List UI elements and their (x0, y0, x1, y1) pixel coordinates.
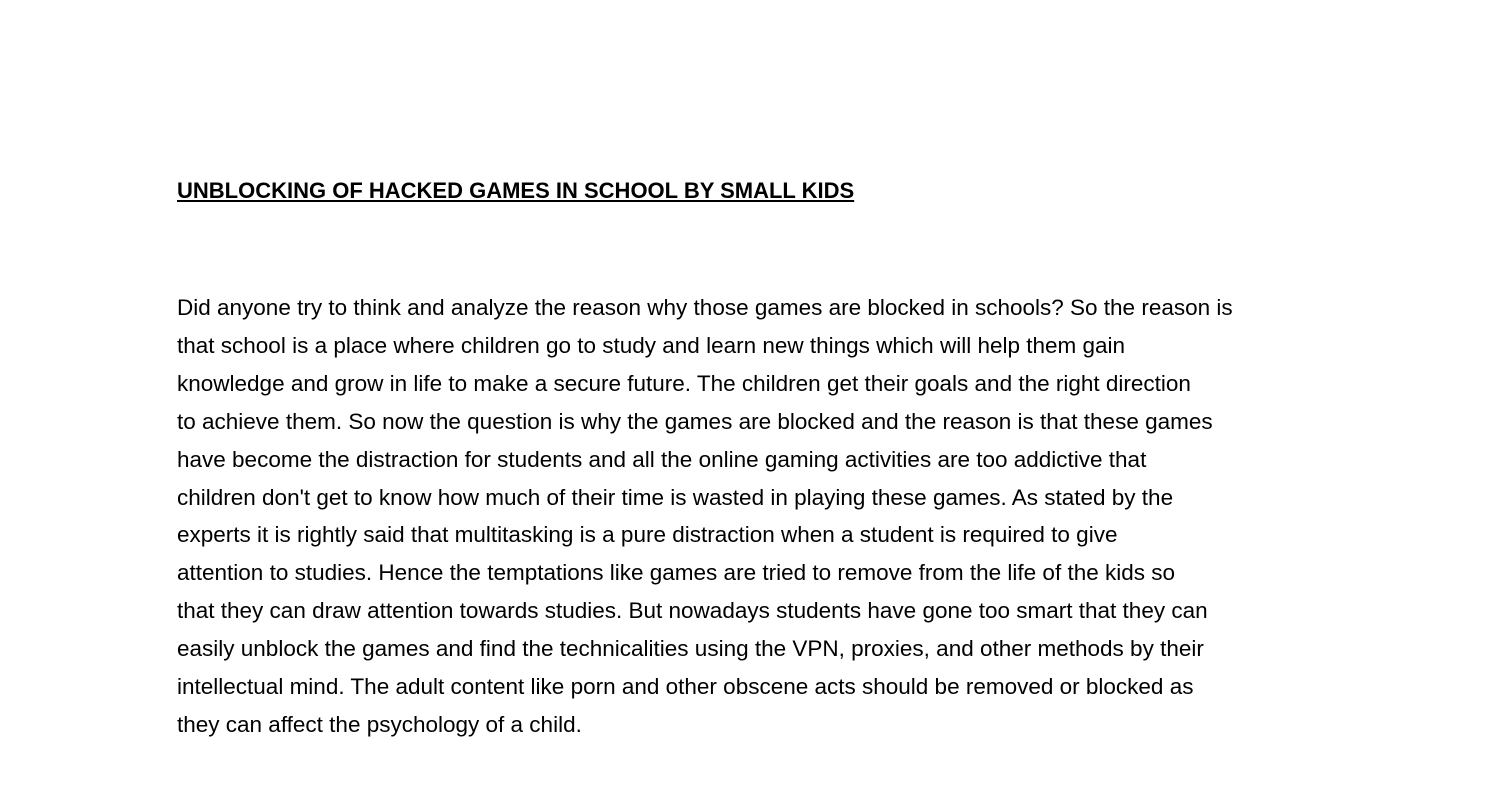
paragraph-line: intellectual mind. The adult content like porn and other obscene acts should be removed or blocked as (177, 674, 1194, 700)
paragraph-line: attention to studies. Hence the temptations like games are tried to remove from the life of the kids so (177, 560, 1176, 586)
paragraph-line: to achieve them. So now the question is why the games are blocked and the reason is that these games (177, 408, 1213, 434)
paragraph-line: knowledge and grow in life to make a secure future. The children get their goals and the right direction (177, 370, 1191, 396)
paragraph-line: have become the distraction for students and all the online gaming activities are too addictive that (177, 446, 1147, 472)
paragraph-line: that school is a place where children go to study and learn new things which will help them gain (177, 332, 1126, 358)
paragraph-line: that they can draw attention towards studies. But nowadays students have gone too smart that they can (177, 598, 1208, 624)
paragraph-line: children don't get to know how much of their time is wasted in playing these games. As stated by the (177, 484, 1174, 510)
paragraph-line: they can affect the psychology of a child. (177, 711, 582, 737)
body-paragraph (177, 289, 1337, 744)
paragraph-line: experts it is rightly said that multitasking is a pure distraction when a student is required to give (177, 522, 1118, 548)
paragraph-line: easily unblock the games and find the technicalities using the VPN, proxies, and other methods by their (177, 636, 1204, 662)
document-title: UNBLOCKING OF HACKED GAMES IN SCHOOL BY SMALL KIDS (177, 178, 855, 203)
paragraph-line: Did anyone try to think and analyze the reason why those games are blocked in schools? So the reason is (177, 295, 1233, 320)
